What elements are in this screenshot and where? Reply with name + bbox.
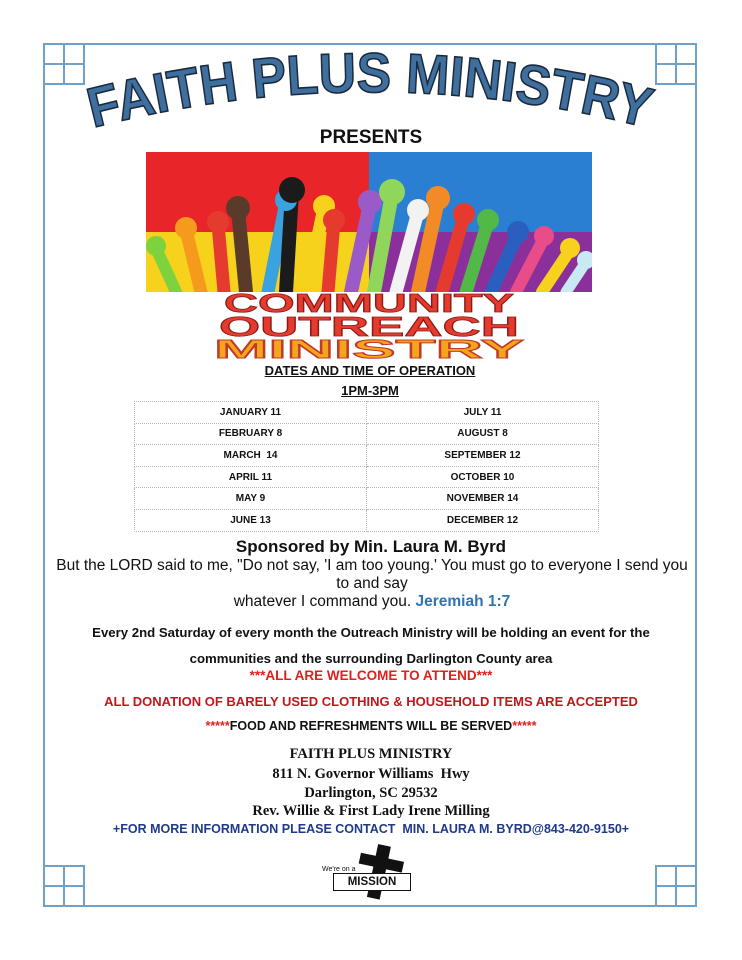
corner-ornament — [655, 865, 697, 907]
verse-line: But the LORD said to me, "Do not say, 'I am too young.' You must go to everyone I send you to and say — [56, 557, 688, 592]
food-notice — [0, 719, 742, 733]
dates-table — [134, 401, 599, 532]
schedule-time: 1PM-3PM — [341, 383, 399, 398]
address-street: 811 N. Governor Williams Hwy — [272, 766, 470, 782]
verse-text: whatever I command you. — [233, 593, 412, 610]
date-cell: MAY 9 — [135, 488, 367, 510]
food-stars: ***** — [205, 719, 230, 733]
banner-word-ministry: MINISTRY — [214, 334, 524, 362]
date-cell: JULY 11 — [367, 402, 599, 424]
corner-ornament — [43, 43, 85, 85]
address-name: FAITH PLUS MINISTRY — [289, 746, 453, 762]
verse-reference: Jeremiah 1:7 — [415, 593, 511, 610]
community-outreach-ministry-banner — [146, 290, 592, 362]
banner-word-community: COMMUNITY — [224, 290, 514, 318]
date-cell: OCTOBER 10 — [367, 466, 599, 488]
banner-word-outreach: OUTREACH — [219, 311, 519, 342]
scripture-verse — [52, 557, 692, 611]
verse-line — [52, 593, 692, 611]
table-row — [135, 445, 599, 467]
table-row — [135, 423, 599, 445]
sponsor-line: Sponsored by Min. Laura M. Byrd — [235, 537, 507, 556]
donation-notice: ALL DONATION OF BARELY USED CLOTHING & HOUSEHOLD ITEMS ARE ACCEPTED — [104, 694, 638, 709]
table-row — [135, 466, 599, 488]
hands-banner-image — [146, 152, 592, 292]
date-cell: MARCH 14 — [135, 445, 367, 467]
table-row — [135, 488, 599, 510]
logo-mission-text: MISSION — [333, 873, 411, 891]
address-pastors: Rev. Willie & First Lady Irene Milling — [252, 803, 490, 819]
svg-text:FAITH PLUS MINISTRY — [81, 50, 659, 134]
date-cell: FEBRUARY 8 — [135, 423, 367, 445]
date-cell: DECEMBER 12 — [367, 509, 599, 531]
address-city: Darlington, SC 29532 — [304, 785, 438, 801]
date-cell: JANUARY 11 — [135, 402, 367, 424]
event-description: Every 2nd Saturday of every month the Outreach Ministry will be holding an event for the communities and the surrounding Darlington County area — [92, 625, 650, 666]
date-cell: AUGUST 8 — [367, 423, 599, 445]
welcome-notice: ***ALL ARE WELCOME TO ATTEND*** — [249, 668, 493, 683]
food-stars: ***** — [512, 719, 537, 733]
date-cell: APRIL 11 — [135, 466, 367, 488]
date-cell: JUNE 13 — [135, 509, 367, 531]
logo-tagline: We're on a — [322, 866, 356, 873]
table-row — [135, 509, 599, 531]
table-row — [135, 402, 599, 424]
date-cell: NOVEMBER 14 — [367, 488, 599, 510]
schedule-heading: DATES AND TIME OF OPERATION — [264, 363, 476, 378]
date-cell: SEPTEMBER 12 — [367, 445, 599, 467]
corner-ornament — [655, 43, 697, 85]
food-text: FOOD AND REFRESHMENTS WILL BE SERVED — [229, 719, 513, 733]
contact-line: +FOR MORE INFORMATION PLEASE CONTACT MIN. LAURA M. BYRD@843-420-9150+ — [112, 822, 630, 836]
title-text: FAITH PLUS MINISTRY — [80, 50, 660, 134]
corner-ornament — [43, 865, 85, 907]
flyer-title — [80, 50, 660, 134]
presents-label: PRESENTS — [319, 127, 423, 148]
